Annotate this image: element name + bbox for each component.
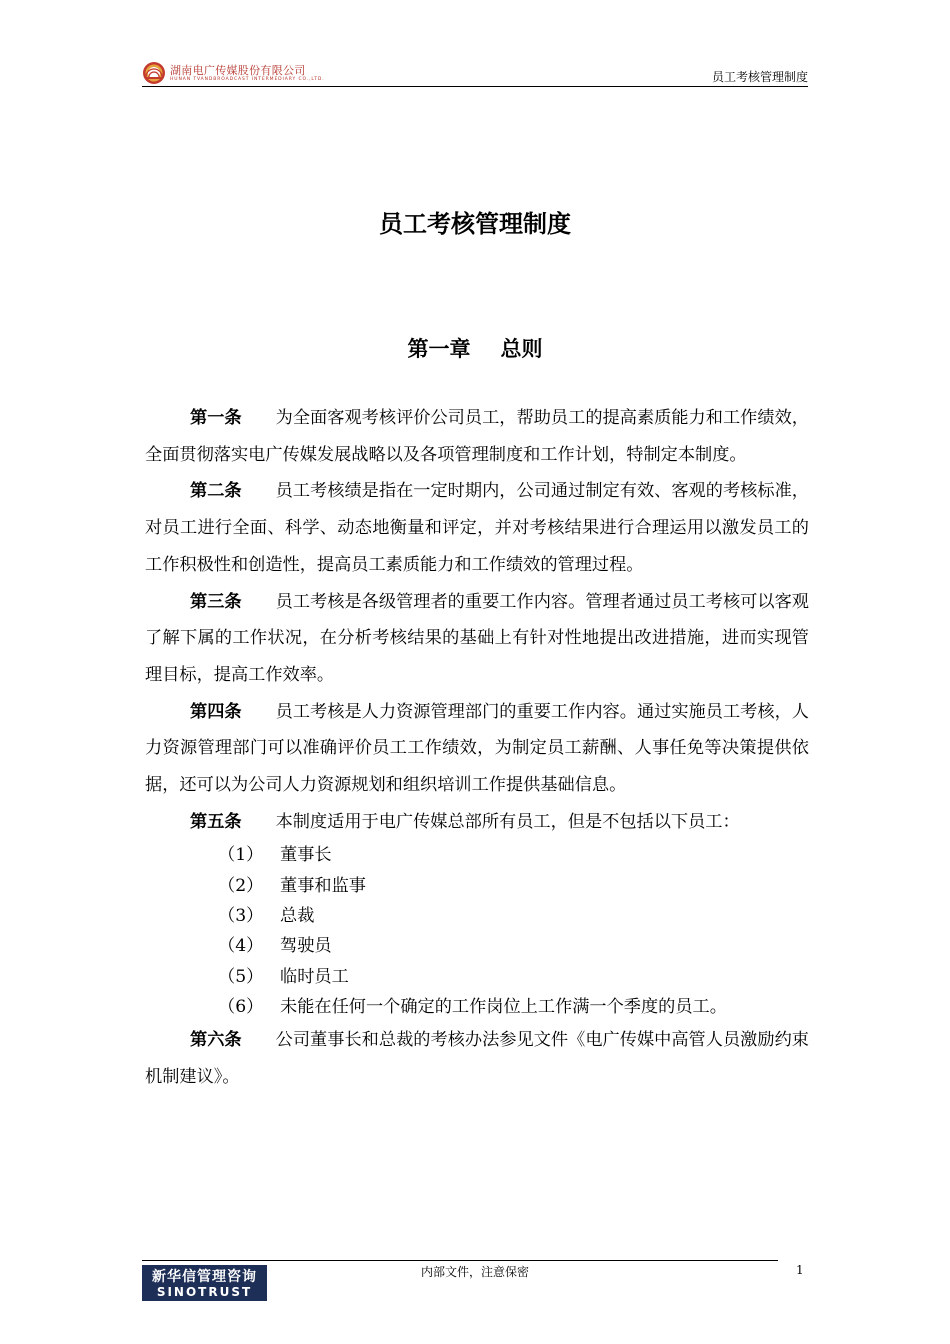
article-text: 员工考核绩是指在一定时期内，公司通过制定有效、客观的考核标准，对员工进行全面、科学、动态地衡量和评定，并对考核结果进行合理运用以激发员工的工作积极性和创造性，提高员工素质能力和工作绩效的管理过程。 xyxy=(145,481,809,575)
article-label: 第六条 xyxy=(190,1030,242,1051)
list-text: 董事长 xyxy=(280,845,332,866)
chapter-number: 第一章 xyxy=(407,337,471,361)
list-number: （5） xyxy=(218,966,264,987)
list-number: （6） xyxy=(218,996,264,1017)
list-number: （3） xyxy=(218,906,264,927)
list-number: （1） xyxy=(218,845,264,866)
confidential-note: 内部文件，注意保密 xyxy=(420,1265,529,1279)
article-5 xyxy=(145,804,809,841)
list-item xyxy=(145,901,809,931)
document-title: 员工考核管理制度 xyxy=(379,210,571,238)
article-label: 第五条 xyxy=(190,811,242,832)
company-logo xyxy=(142,60,332,86)
list-text: 临时员工 xyxy=(280,966,349,987)
article-text: 公司董事长和总裁的考核办法参见文件《电广传媒中高管人员激励约束机制建议》。 xyxy=(145,1030,809,1087)
article-3 xyxy=(145,584,809,694)
article-text: 员工考核是各级管理者的重要工作内容。管理者通过员工考核可以客观了解下属的工作状况，在分析考核结果的基础上有针对性地提出改进措施，进而实现管理目标，提高工作效率。 xyxy=(145,591,809,685)
article-label: 第一条 xyxy=(190,408,242,428)
list-number: （4） xyxy=(218,936,264,957)
list-text: 董事和监事 xyxy=(280,875,366,896)
list-text: 驾驶员 xyxy=(280,936,332,957)
article-label: 第三条 xyxy=(190,591,242,612)
company-name: 湖南电广传媒股份有限公司 xyxy=(170,64,306,77)
footer-divider xyxy=(142,1260,778,1261)
article-4 xyxy=(145,694,809,804)
list-item xyxy=(145,931,809,961)
chapter-name: 总则 xyxy=(500,337,543,361)
article-2 xyxy=(145,473,809,583)
company-english-name: HUNAN TVANDBROADCAST INTERMEDIARY CO.,LTD. xyxy=(170,77,325,82)
article-label: 第四条 xyxy=(190,701,242,722)
page-header xyxy=(142,60,808,87)
header-doc-name: 员工考核管理制度 xyxy=(711,70,808,84)
list-text: 未能在任何一个确定的工作岗位上工作满一个季度的员工。 xyxy=(280,996,727,1017)
list-item xyxy=(145,992,809,1022)
brand-chinese-name: 新华信管理咨询 xyxy=(152,1269,257,1285)
exclusion-list xyxy=(145,840,809,1022)
list-item xyxy=(145,962,809,992)
list-text: 总裁 xyxy=(280,906,315,927)
list-item xyxy=(145,871,809,901)
page-number: 1 xyxy=(796,1263,804,1277)
article-6 xyxy=(145,1022,809,1095)
company-logo-icon xyxy=(142,61,166,85)
article-text: 本制度适用于电广传媒总部所有员工，但是不包括以下员工： xyxy=(275,811,740,832)
list-number: （2） xyxy=(218,875,264,896)
article-1 xyxy=(145,400,809,473)
article-text: 为全面客观考核评价公司员工，帮助员工的提高素质能力和工作绩效，全面贯彻落实电广传媒发展战略以及各项管理制度和工作计划，特制定本制度。 xyxy=(145,408,809,465)
list-item xyxy=(145,840,809,870)
brand-english-name: SINOTRUST xyxy=(156,1285,253,1299)
article-text: 员工考核是人力资源管理部门的重要工作内容。通过实施员工考核，人力资源管理部门可以准确评价员工工作绩效，为制定员工薪酬、人事任免等决策提供依据，还可以为公司人力资源规划和组织培训工作提供基础信息。 xyxy=(145,701,809,796)
document-body xyxy=(145,400,809,1096)
chapter-heading xyxy=(0,333,950,363)
article-label: 第二条 xyxy=(190,481,242,502)
